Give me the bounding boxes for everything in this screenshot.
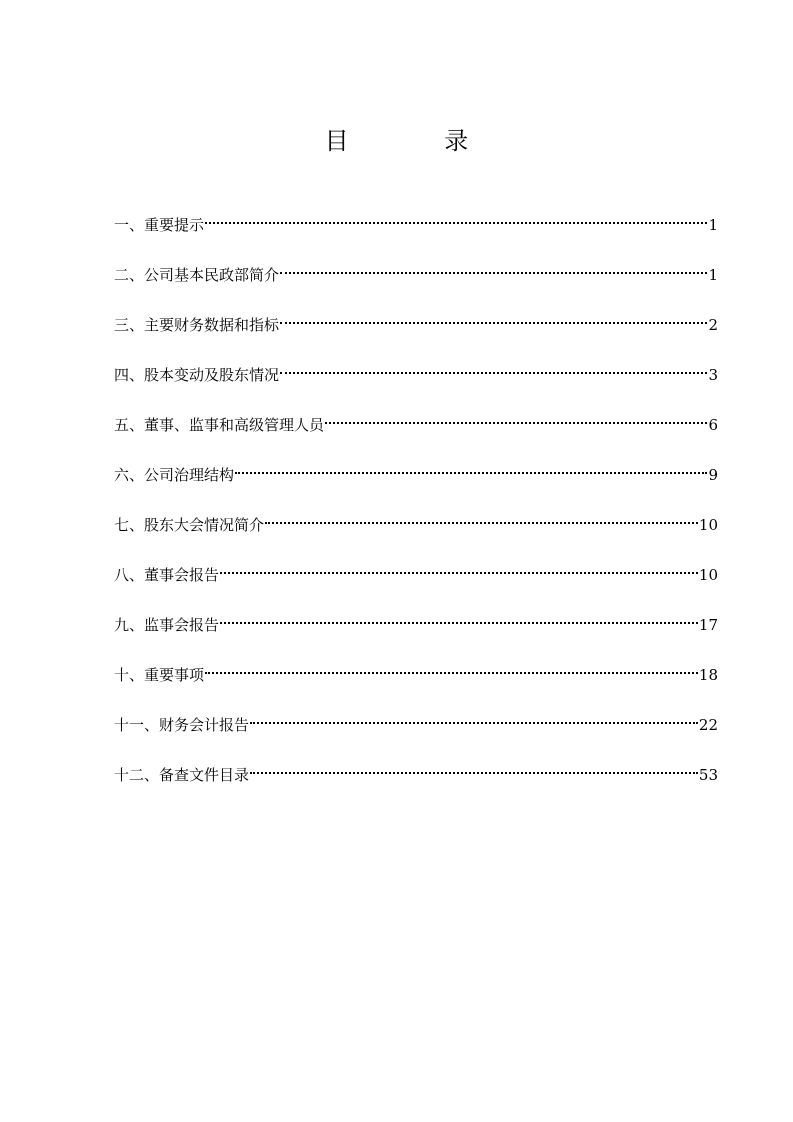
toc-entry-label: 五、董事、监事和高级管理人员 [114,416,325,434]
toc-entry-page-number: 9 [708,466,718,484]
toc-entry-page-number: 18 [698,666,718,684]
toc-entry-page-number: 1 [708,216,718,234]
dot-leader [265,522,698,524]
toc-entry-governance[interactable] [114,462,718,512]
toc-entry-label: 三、主要财务数据和指标 [114,316,280,334]
dot-leader [220,572,698,574]
toc-entry-label: 一、重要提示 [114,216,205,234]
dot-leader [235,472,707,474]
toc-entry-company-profile[interactable] [114,262,718,312]
toc-entry-page-number: 2 [708,316,718,334]
toc-entry-important-notice[interactable] [114,212,718,262]
toc-entry-reference-documents[interactable] [114,762,718,812]
dot-leader [250,722,698,724]
toc-entry-label: 六、公司治理结构 [114,466,235,484]
dot-leader [280,272,707,274]
toc-entry-directors[interactable] [114,412,718,462]
dot-leader [250,772,698,774]
dot-leader [325,422,707,424]
dot-leader [280,372,707,374]
dot-leader [220,622,698,624]
toc-entry-page-number: 1 [708,266,718,284]
toc-entry-shareholder-meeting[interactable] [114,512,718,562]
toc-entry-share-changes[interactable] [114,362,718,412]
toc-entry-label: 十一、财务会计报告 [114,716,250,734]
toc-entry-page-number: 10 [698,566,718,584]
dot-leader [205,222,707,224]
toc-entry-page-number: 53 [698,766,718,784]
toc-entry-label: 七、股东大会情况简介 [114,516,265,534]
dot-leader [205,672,698,674]
toc-entry-label: 四、股本变动及股东情况 [114,366,280,384]
toc-entry-page-number: 6 [708,416,718,434]
toc-entry-label: 十二、备查文件目录 [114,766,250,784]
page-title: 目 录 [324,127,513,155]
toc-entry-page-number: 22 [698,716,718,734]
toc-entry-label: 十、重要事项 [114,666,205,684]
toc-entry-page-number: 10 [698,516,718,534]
dot-leader [280,322,707,324]
toc-entry-board-report[interactable] [114,562,718,612]
toc-entry-page-number: 17 [698,616,718,634]
toc-entry-financial-data[interactable] [114,312,718,362]
toc-entry-label: 九、监事会报告 [114,616,220,634]
toc-entry-page-number: 3 [708,366,718,384]
toc-entry-financial-report[interactable] [114,712,718,762]
table-of-contents [114,212,718,812]
toc-entry-major-matters[interactable] [114,662,718,712]
toc-entry-supervisory-report[interactable] [114,612,718,662]
toc-entry-label: 二、公司基本民政部简介 [114,266,280,284]
toc-entry-label: 八、董事会报告 [114,566,220,584]
